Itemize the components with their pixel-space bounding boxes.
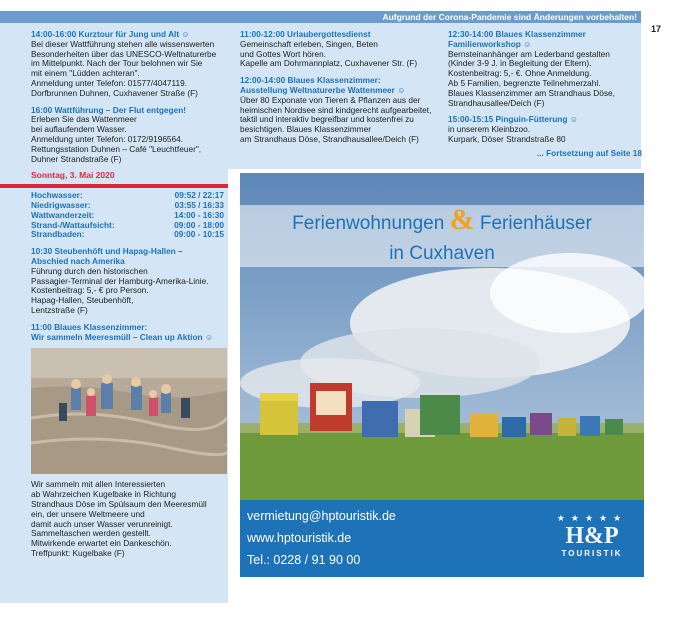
event-text: Strandhaus Döse im Spülsaum den Meeresmüll	[31, 498, 207, 509]
event-text: ein, der unsere Weltmeere und	[31, 508, 145, 519]
ad-headline	[240, 205, 644, 239]
date-divider	[0, 184, 228, 188]
event-column-left	[0, 23, 228, 603]
event-text: Kostenbeitrag: 5,- €. Ohne Anmeldung.	[448, 68, 592, 79]
event-text: Besonderheiten über das UNESCO-Weltnaturerbe	[31, 48, 217, 59]
ad-website-link[interactable]: www.hptouristik.de	[247, 531, 352, 545]
event-text: und Gottes Wort hören.	[240, 48, 327, 59]
event-steubenhoeft	[31, 247, 224, 316]
event-title: 10:30 Steubenhöft und Hapag-Hallen –	[31, 246, 183, 257]
event-text: Führung durch den historischen	[31, 265, 148, 276]
event-columns-right	[228, 23, 641, 169]
tide-value: 09:52 / 22:17	[174, 190, 224, 201]
event-title: 11:00-12:00 Urlaubergottesdienst	[240, 29, 371, 39]
event-text: Kurpark, Döser Strandstraße 80	[448, 133, 566, 144]
tide-label: Hochwasser:	[31, 190, 83, 201]
event-text: Lentzstraße (F)	[31, 304, 88, 315]
event-gottesdienst	[240, 30, 436, 69]
event-text: Erleben Sie das Wattenmeer	[31, 114, 137, 125]
page-number: 17	[651, 24, 662, 34]
ad-subline: in Cuxhaven	[389, 243, 495, 264]
event-title: 11:00 Blaues Klassenzimmer:	[31, 321, 148, 332]
logo-text: H&P	[565, 523, 619, 549]
event-text: im Mittelpunkt. Nach der Tour belohnen wir Sie	[31, 58, 203, 69]
event-title: 16:00 Wattführung – Der Flut entgegen!	[31, 104, 187, 115]
event-text: heimischen Nordsee sind kindgerecht aufgearbeitet,	[240, 104, 432, 115]
event-text: Hapag-Hallen, Steubenhöft,	[31, 295, 134, 306]
ad-phone: Tel.: 0228 / 91 90 00	[247, 553, 361, 567]
tide-row	[31, 230, 224, 240]
event-text: Über 80 Exponate von Tieren & Pflanzen aus der	[240, 94, 421, 105]
holiday-rental-ad[interactable]	[240, 173, 644, 577]
ad-headline-left: Ferienwohnungen	[292, 213, 445, 234]
continued-link[interactable]: ... Fortsetzung auf Seite 18	[536, 147, 642, 158]
tide-value: 09:00 - 10:15	[174, 229, 224, 240]
event-wattfuehrung	[31, 106, 224, 165]
tide-label: Wattwanderzeit:	[31, 209, 95, 220]
event-text: mit einem "Lüdden achteran".	[31, 68, 140, 79]
event-text: Mitwirkende erwartet ein Dankeschön.	[31, 538, 172, 549]
event-title: Wir sammeln Meeresmüll – Clean up Aktion ☺	[31, 331, 214, 342]
ad-headline-right: Ferienhäuser	[479, 213, 592, 234]
event-column-middle	[240, 30, 436, 145]
event-text: (Kinder 3-9 J. in Begleitung der Eltern).	[448, 58, 592, 69]
event-title: 14:00-16:00 Kurztour für Jung und Alt ☺	[31, 29, 190, 39]
event-text: Anmeldung unter Telefon: 0172/9196564.	[31, 133, 184, 144]
event-text: am Strandhaus Döse, Strandhausallee/Deich (F)	[240, 133, 419, 144]
event-title: 15:00-15:15 Pinguin-Fütterung ☺	[448, 114, 579, 125]
event-text: taktil und interaktiv begreifbar und kostenfrei zu	[240, 114, 414, 125]
event-text: Passagier-Terminal der Hamburg-Amerika-Linie.	[31, 275, 209, 286]
event-clean-up	[31, 323, 224, 559]
tide-label: Niedrigwasser:	[31, 199, 91, 210]
event-text: Sammeltaschen werden gestellt.	[31, 528, 151, 539]
tide-value: 09:00 - 18:00	[174, 219, 224, 230]
corona-notice: Aufgrund der Corona-Pandemie sind Änderungen vorbehalten!	[382, 12, 637, 22]
event-ausstellung	[240, 76, 436, 145]
event-text: bei auflaufendem Wasser.	[31, 124, 127, 135]
event-text: Dorfbrunnen Duhnen, Cuxhavener Straße (F)	[31, 87, 198, 98]
event-text: Anmeldung unter Telefon: 01577/4047119.	[31, 77, 188, 88]
tide-table	[31, 191, 224, 240]
event-text: Wir sammeln mit allen Interessierten	[31, 479, 166, 490]
event-text: damit auch unser Wasser verunreinigt.	[31, 518, 173, 529]
event-text: Duhner Strandstraße (F)	[31, 153, 122, 164]
tide-value: 14:00 - 16:30	[174, 209, 224, 220]
tide-label: Strand-/Wattaufsicht:	[31, 219, 115, 230]
event-familienworkshop	[448, 30, 642, 108]
event-text: Kostenbeitrag: 5,- € pro Person.	[31, 285, 149, 296]
event-text: Ab 5 Familien, begrenzte Teilnehmerzahl.	[448, 77, 601, 88]
beach-cleanup-photo	[31, 348, 227, 474]
event-text: Strandhausallee/Deich (F)	[448, 97, 545, 108]
hp-touristik-logo	[552, 513, 632, 569]
ampersand: &	[449, 203, 475, 236]
logo-subtext: TOURISTIK	[561, 549, 623, 558]
top-notice-bar	[0, 11, 641, 23]
event-text: Bernsteinanhänger am Lederband gestalten	[448, 48, 610, 59]
date-heading: Sonntag, 3. Mai 2020	[31, 170, 115, 181]
tide-label: Strandbaden:	[31, 229, 85, 240]
event-text: Bei dieser Wattführung stehen alle wissenswerten	[31, 38, 215, 49]
ad-headline-banner	[240, 205, 644, 267]
logo-stars: ★★★★★	[556, 513, 628, 523]
event-title: 12:00-14:00 Blaues Klassenzimmer:	[240, 75, 381, 86]
event-text: ab Wahrzeichen Kugelbake in Richtung	[31, 489, 176, 500]
tide-value: 03:55 / 16:33	[174, 199, 224, 210]
event-text: Blaues Klassenzimmer am Strandhaus Döse,	[448, 87, 615, 98]
event-title: 12:30-14:00 Blaues Klassenzimmer	[448, 29, 586, 39]
event-text: Treffpunkt: Kugelbake (F)	[31, 547, 125, 558]
event-kurztour	[31, 30, 224, 99]
event-text: in unserem Kleinbzoo.	[448, 124, 531, 135]
event-title: Ausstellung Weltnaturerbe Wattenmeer ☺	[240, 84, 406, 95]
event-pinguin	[448, 115, 642, 144]
event-text: besichtigen. Blaues Klassenzimmer	[240, 124, 371, 135]
event-title: Abschied nach Amerika	[31, 255, 125, 266]
event-title: Familienworkshop ☺	[448, 38, 532, 49]
ad-email-link[interactable]: vermietung@hptouristik.de	[247, 509, 396, 523]
event-text: Rettungsstation Duhnen – Café "Leuchtfeuer",	[31, 143, 202, 154]
event-text: Kapelle am Dohrmannplatz, Cuxhavener Str. (F)	[240, 58, 418, 69]
event-text: Gemeinschaft erleben, Singen, Beten	[240, 38, 378, 49]
event-column-right	[448, 30, 642, 159]
